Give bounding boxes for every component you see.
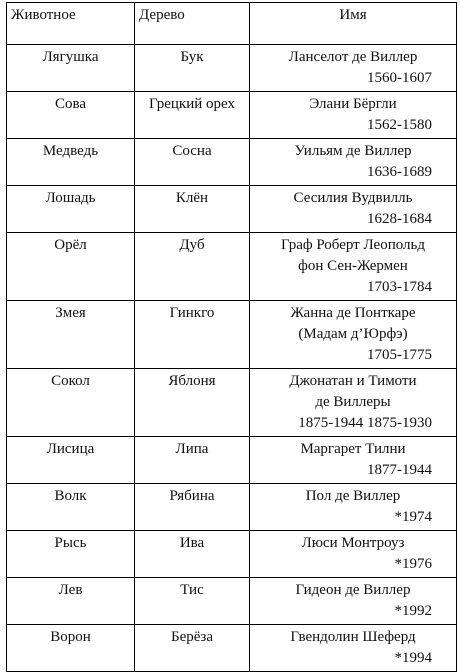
name-cell	[250, 625, 457, 672]
table-row	[7, 186, 457, 233]
name-cell	[250, 578, 457, 625]
animal-cell: Орёл	[7, 233, 135, 301]
name-line: Элани Бёргли	[309, 96, 397, 112]
name-cell	[250, 45, 457, 92]
name-dates: *1974	[394, 509, 432, 525]
name-dates: 1636-1689	[367, 164, 432, 180]
table-row	[7, 625, 457, 672]
table-row	[7, 45, 457, 92]
tree-cell: Сосна	[135, 139, 250, 186]
name-line: Жанна де Понткаре	[290, 305, 416, 321]
tree-cell: Бук	[135, 45, 250, 92]
name-dates: 1703-1784	[367, 279, 432, 295]
animal-cell: Ворон	[7, 625, 135, 672]
name-line: Ланселот де Виллер	[288, 49, 418, 65]
tree-cell: Гинкго	[135, 301, 250, 369]
name-dates: *1976	[394, 556, 432, 572]
name-line: Джонатан и Тимоти	[289, 373, 417, 389]
tree-cell: Дуб	[135, 233, 250, 301]
animal-cell: Лев	[7, 578, 135, 625]
name-dates: 1628-1684	[367, 211, 432, 227]
table-row	[7, 578, 457, 625]
name-line: Гидеон де Виллер	[295, 582, 411, 598]
tree-cell: Клён	[135, 186, 250, 233]
name-cell	[250, 233, 457, 301]
name-dates: 1705-1775	[367, 347, 432, 363]
table-body	[7, 45, 457, 672]
name-cell	[250, 139, 457, 186]
tree-cell: Ива	[135, 531, 250, 578]
animal-cell: Волк	[7, 484, 135, 531]
animal-cell: Сокол	[7, 369, 135, 437]
table-row	[7, 92, 457, 139]
tree-cell: Яблоня	[135, 369, 250, 437]
name-cell	[250, 437, 457, 484]
header-name: Имя	[250, 3, 457, 45]
animal-cell: Рысь	[7, 531, 135, 578]
animal-cell: Медведь	[7, 139, 135, 186]
name-cell	[250, 369, 457, 437]
name-cell	[250, 186, 457, 233]
animals-trees-names-table	[6, 2, 457, 672]
tree-cell: Грецкий орех	[135, 92, 250, 139]
animal-cell: Лягушка	[7, 45, 135, 92]
name-line: Люси Монтроуз	[301, 535, 405, 551]
name-cell	[250, 301, 457, 369]
name-cell	[250, 531, 457, 578]
animal-cell: Змея	[7, 301, 135, 369]
header-tree: Дерево	[135, 3, 250, 45]
name-line: фон Сен-Жермен	[298, 258, 408, 274]
animal-cell: Лошадь	[7, 186, 135, 233]
table-row	[7, 484, 457, 531]
animal-cell: Лисица	[7, 437, 135, 484]
name-line: Сесилия Вудвилль	[293, 190, 413, 206]
table-row	[7, 369, 457, 437]
name-dates: *1992	[394, 603, 432, 619]
name-cell	[250, 484, 457, 531]
name-dates: 1875-1944 1875-1930	[298, 415, 432, 431]
name-line: Граф Роберт Леопольд	[280, 237, 426, 253]
name-line: (Мадам д’Юрфэ)	[298, 326, 408, 342]
tree-cell: Липа	[135, 437, 250, 484]
tree-cell: Тис	[135, 578, 250, 625]
name-line: Гвендолин Шеферд	[290, 629, 416, 645]
name-dates: 1877-1944	[367, 462, 432, 478]
name-dates: 1560-1607	[367, 70, 432, 86]
name-dates: 1562-1580	[367, 117, 432, 133]
table-header-row	[7, 3, 457, 45]
table-row	[7, 301, 457, 369]
name-line: Пол де Виллер	[305, 488, 401, 504]
table-row	[7, 233, 457, 301]
header-animal: Животное	[7, 3, 135, 45]
animal-cell: Сова	[7, 92, 135, 139]
table-row	[7, 531, 457, 578]
tree-cell: Берёза	[135, 625, 250, 672]
name-cell	[250, 92, 457, 139]
table-row	[7, 139, 457, 186]
table-row	[7, 437, 457, 484]
name-line: де Виллеры	[315, 394, 391, 410]
name-line: Уильям де Виллер	[294, 143, 412, 159]
name-dates: *1994	[394, 650, 432, 666]
tree-cell: Рябина	[135, 484, 250, 531]
name-line: Маргарет Тилни	[300, 441, 406, 457]
